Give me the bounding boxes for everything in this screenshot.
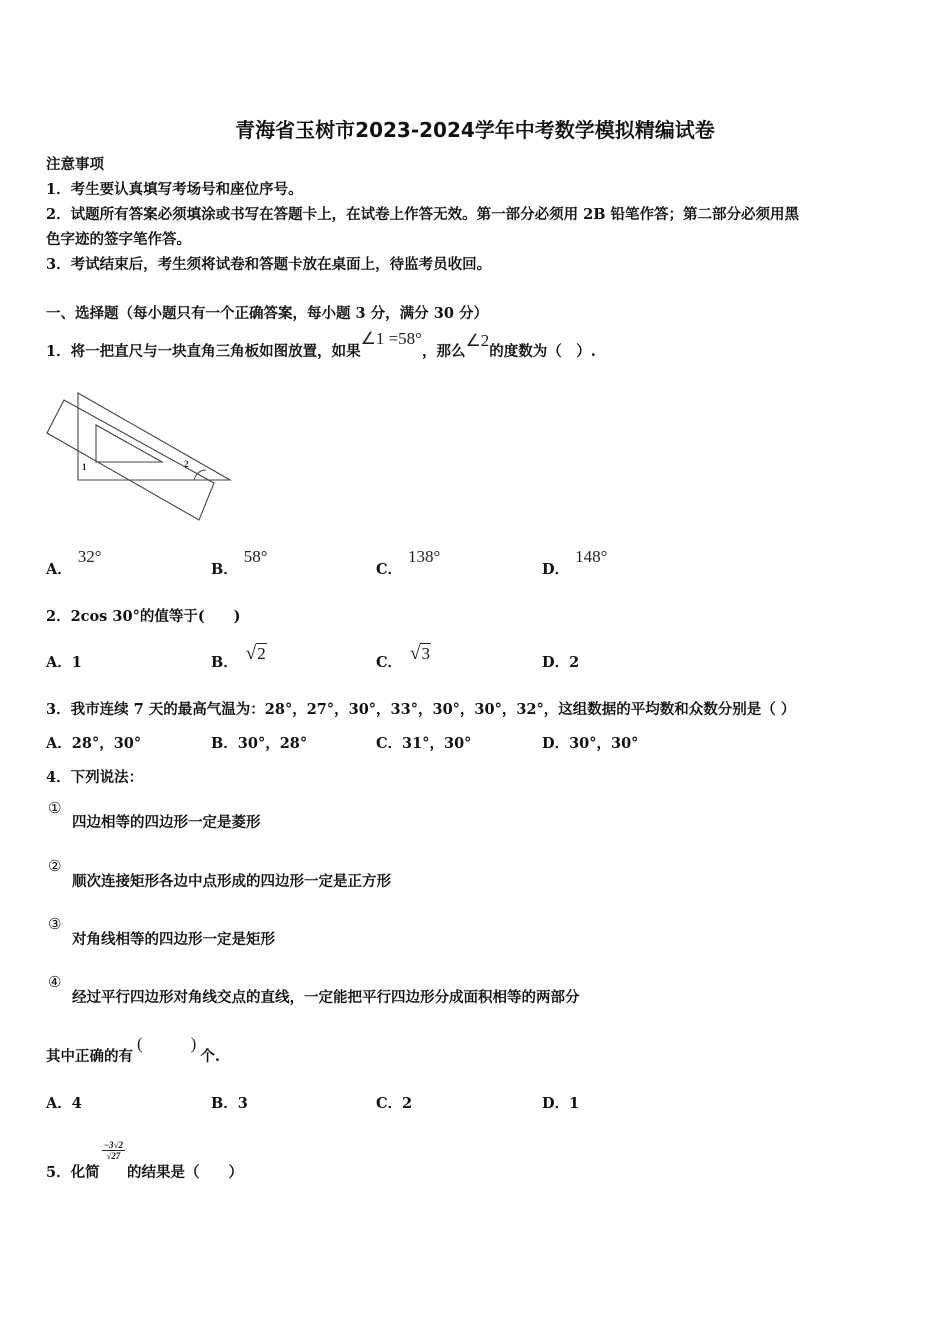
statement-text: 经过平行四边形对角线交点的直线，一定能把平行四边形分成面积相等的两部分 xyxy=(72,989,580,1006)
q3-option-a[interactable] xyxy=(46,732,141,753)
q3-option-c[interactable] xyxy=(376,732,471,753)
option-letter: B． xyxy=(211,735,238,752)
angle-1-expression: ∠1 =58° xyxy=(360,329,422,348)
option-letter: C． xyxy=(376,1095,403,1112)
sqrt-expression: √3 xyxy=(410,643,430,664)
answer-paren-open: ( xyxy=(137,1034,143,1053)
q2-option-c[interactable] xyxy=(376,643,431,673)
option-value: 31°，30° xyxy=(402,735,472,752)
figure-label-1: 1 xyxy=(82,462,87,472)
question-5 xyxy=(46,1140,243,1182)
angle-2-expression: ∠2 xyxy=(465,331,490,350)
q3-option-d[interactable] xyxy=(542,732,638,753)
page-title: 青海省玉树市2023-2024学年中考数学模拟精编试卷 xyxy=(235,118,715,142)
fraction-denominator: √27 xyxy=(106,1151,121,1161)
statement-text: 对角线相等的四边形一定是矩形 xyxy=(72,931,275,948)
option-value: 32° xyxy=(77,547,102,566)
conclusion-text-post: 个. xyxy=(200,1048,220,1065)
question-4-conclusion xyxy=(46,1034,220,1066)
option-letter: A． xyxy=(46,654,72,671)
q1-option-b[interactable] xyxy=(211,547,268,579)
fraction-expression xyxy=(102,1140,125,1161)
q3-option-b[interactable] xyxy=(211,732,307,753)
notice-item: 色字迹的签字笔作答。 xyxy=(46,231,191,248)
option-value: 30°，28° xyxy=(237,735,308,752)
option-letter: A． xyxy=(46,561,72,578)
notice-heading: 注意事项 xyxy=(46,156,104,173)
option-value: 2 xyxy=(402,1095,413,1112)
radicand: 3 xyxy=(421,644,430,663)
statement-mark: ④ xyxy=(48,973,62,991)
notice-item: 2．试题所有答案必须填涂或书写在答题卡上，在试卷上作答无效。第一部分必须用 2B 铅笔作答；第二部分必须用黑 xyxy=(46,206,800,223)
figure-label-2: 2 xyxy=(184,459,189,469)
q4-option-c[interactable] xyxy=(376,1092,412,1113)
fraction-numerator: −3√2 xyxy=(103,1140,123,1150)
option-value: 30°，30° xyxy=(569,735,639,752)
question-1-text: 1．将一把直尺与一块直角三角板如图放置，如果 xyxy=(46,343,361,360)
option-letter: A． xyxy=(46,735,72,752)
option-letter: A． xyxy=(46,1095,72,1112)
option-value: 4 xyxy=(71,1095,82,1112)
ruler-shape xyxy=(47,400,214,520)
option-value: 138° xyxy=(408,547,441,566)
conclusion-text: 其中正确的有 xyxy=(46,1048,133,1065)
question-1-text-mid: ，那么 xyxy=(421,343,466,360)
option-letter: C． xyxy=(376,735,403,752)
statement-text: 顺次连接矩形各边中点形成的四边形一定是正方形 xyxy=(72,873,391,890)
question-2: 2．2cos 30°的值等于( ) xyxy=(46,608,241,625)
option-letter: D． xyxy=(542,1095,570,1112)
option-value: 2 xyxy=(569,654,580,671)
q2-option-d[interactable] xyxy=(542,651,579,672)
option-letter: C． xyxy=(376,654,403,671)
ruler-triangle-figure xyxy=(44,388,239,528)
option-value: 1 xyxy=(71,654,82,671)
question-3: 3．我市连续 7 天的最高气温为：28°，27°，30°，33°，30°，30°，32°，这组数据的平均数和众数分别是（ ） xyxy=(46,701,796,718)
q1-option-c[interactable] xyxy=(376,547,441,579)
radicand: 2 xyxy=(257,644,266,663)
option-value: 58° xyxy=(243,547,268,566)
statement-text: 四边相等的四边形一定是菱形 xyxy=(72,814,261,831)
q1-option-d[interactable] xyxy=(542,547,608,579)
statement-mark: ② xyxy=(48,857,62,875)
option-letter: D． xyxy=(542,561,570,578)
option-value: 1 xyxy=(569,1095,580,1112)
question-1-text-post: 的度数为（ ）. xyxy=(489,343,596,360)
triangle-outer xyxy=(78,393,230,480)
notice-item: 3．考试结束后，考生须将试卷和答题卡放在桌面上，待监考员收回。 xyxy=(46,256,492,273)
statement-mark: ③ xyxy=(48,915,62,933)
option-value: 3 xyxy=(237,1095,248,1112)
q4-option-d[interactable] xyxy=(542,1092,579,1113)
section-heading: 一、选择题（每小题只有一个正确答案，每小题 3 分，满分 30 分） xyxy=(46,305,488,322)
statement-mark: ① xyxy=(48,799,62,817)
option-letter: B． xyxy=(211,561,238,578)
option-value: 28°，30° xyxy=(71,735,142,752)
option-letter: C． xyxy=(376,561,403,578)
sqrt-expression: √2 xyxy=(245,643,266,664)
q2-option-b[interactable] xyxy=(211,643,267,673)
answer-paren-close: ) xyxy=(190,1034,197,1053)
question-1 xyxy=(46,329,596,361)
option-letter: D． xyxy=(542,654,570,671)
option-letter: D． xyxy=(542,735,570,752)
question-5-text: 5．化简 xyxy=(46,1164,100,1181)
q4-option-b[interactable] xyxy=(211,1092,248,1113)
option-letter: B． xyxy=(211,654,238,671)
q4-option-a[interactable] xyxy=(46,1092,82,1113)
question-4: 4．下列说法： xyxy=(46,769,144,786)
triangle-inner xyxy=(96,425,162,462)
q1-option-a[interactable] xyxy=(46,547,102,579)
option-letter: B． xyxy=(211,1095,238,1112)
q2-option-a[interactable] xyxy=(46,651,82,672)
option-value: 148° xyxy=(575,547,608,566)
notice-item: 1．考生要认真填写考场号和座位序号。 xyxy=(46,181,303,198)
question-5-text-post: 的结果是（ ） xyxy=(127,1164,243,1181)
